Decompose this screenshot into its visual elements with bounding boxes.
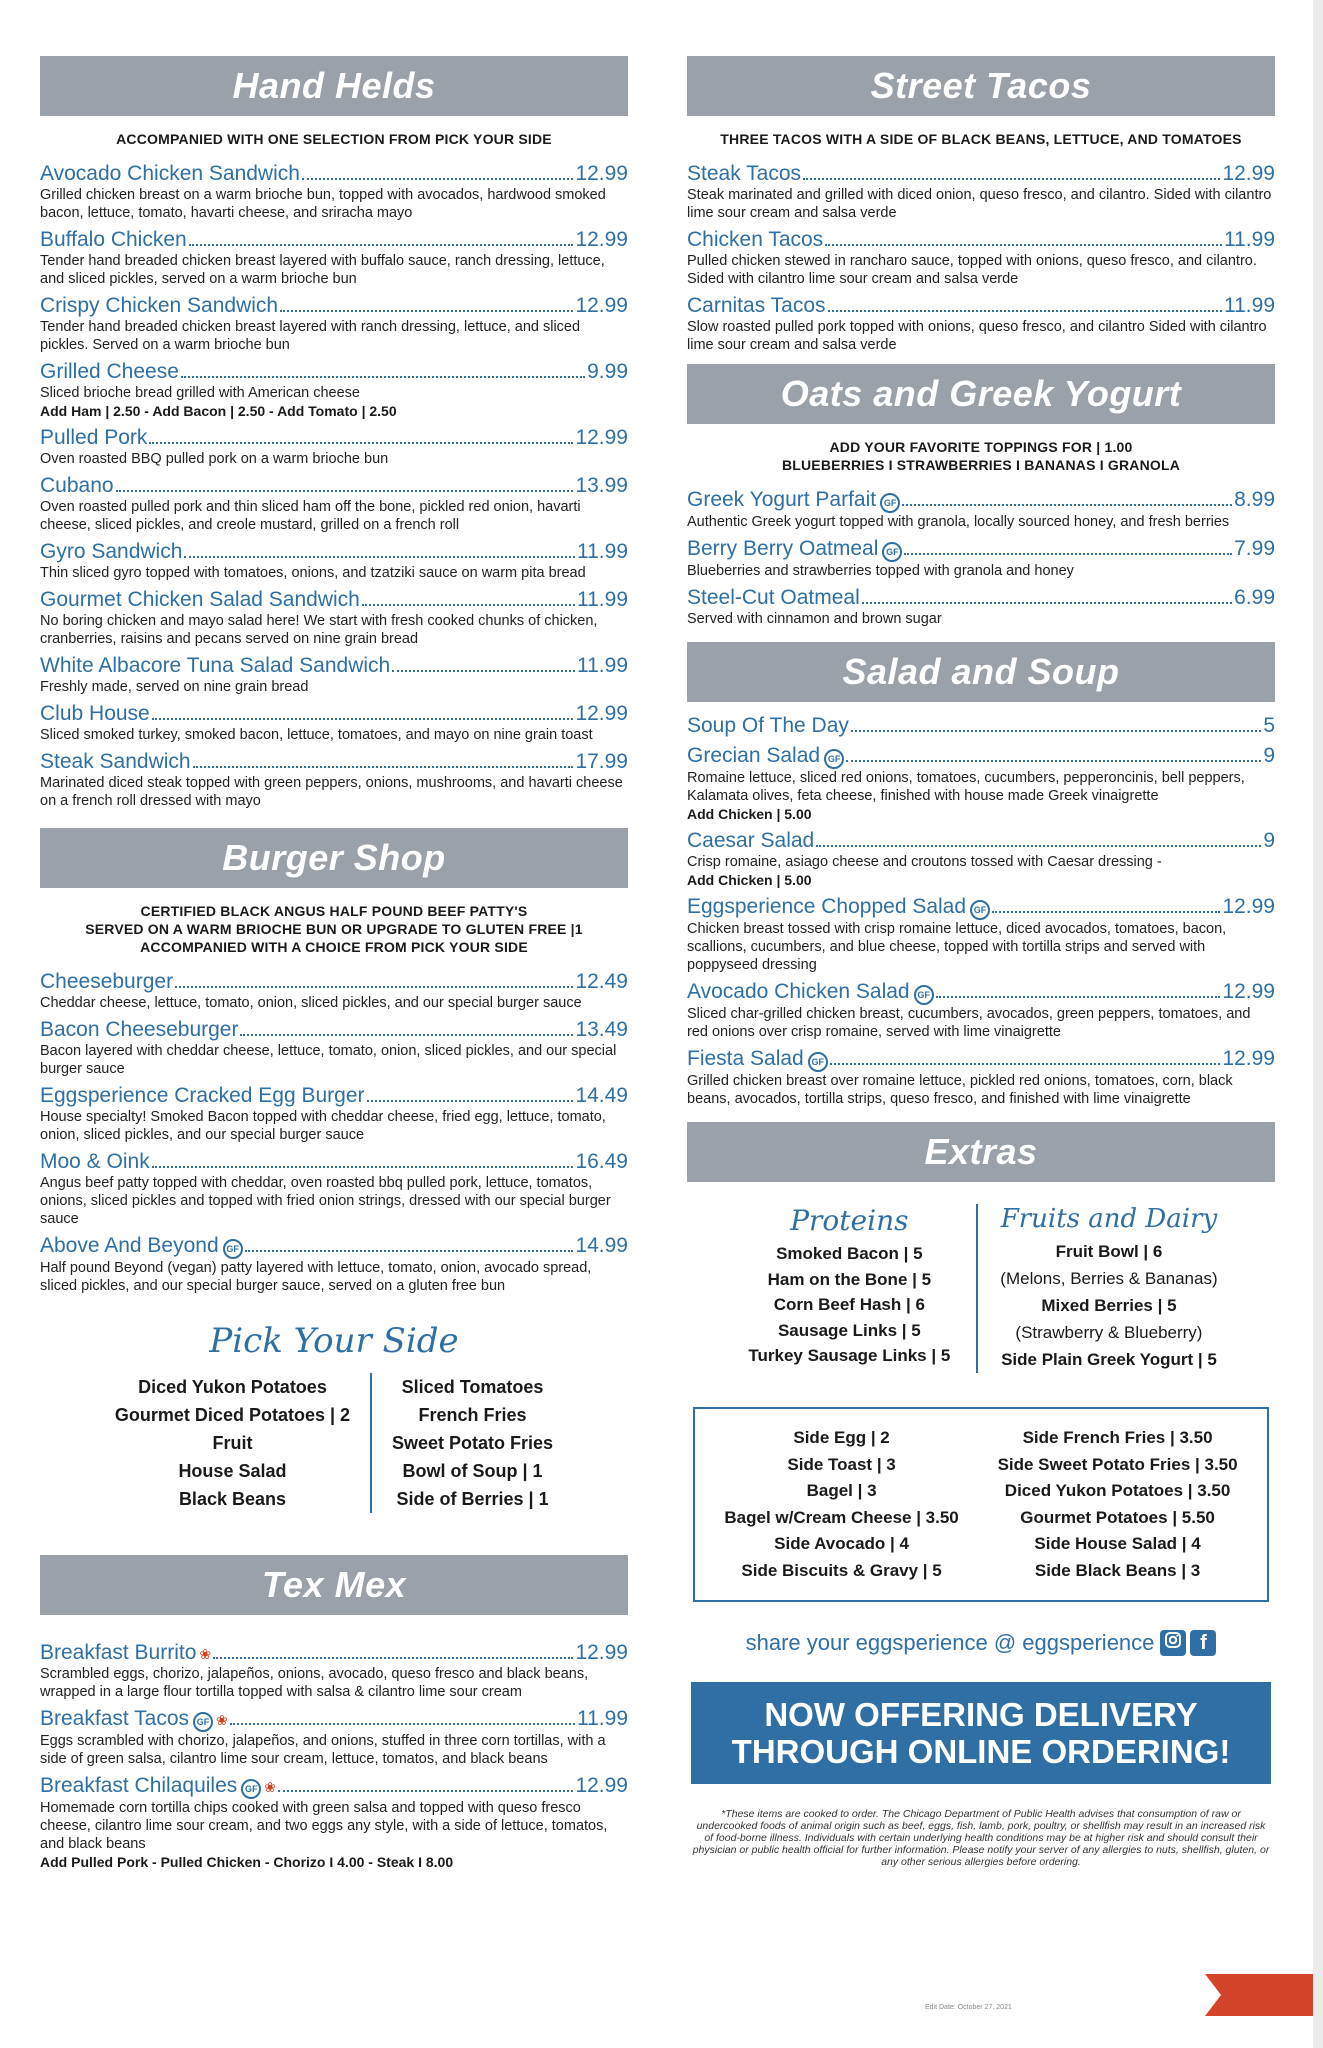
list-entry: (Strawberry & Blueberry) — [1015, 1323, 1203, 1342]
list-entry: Side Toast | 3 — [787, 1454, 896, 1474]
menu-item — [40, 1774, 628, 1871]
item-row — [40, 540, 628, 564]
item-description: Romaine lettuce, sliced red onions, tomatoes, cucumbers, pepperoncinis, bell peppers, Kalamata olives, feta cheese, finished with house made Greek vinaigrette — [687, 770, 1245, 804]
dot-leader — [116, 490, 574, 492]
item-name: Gourmet Chicken Salad Sandwich — [40, 588, 360, 611]
item-price: 11.99 — [1224, 228, 1275, 251]
item-price: 6.99 — [1234, 586, 1275, 609]
item-price: 14.99 — [575, 1234, 628, 1257]
item-price: 13.49 — [575, 1018, 628, 1041]
list-entry: Mixed Berries | 5 — [1041, 1296, 1177, 1315]
dot-leader — [184, 556, 575, 558]
dot-leader — [936, 996, 1221, 998]
dot-leader — [902, 504, 1232, 506]
gluten-free-icon: GF — [223, 1239, 243, 1259]
menu-item — [40, 1150, 628, 1228]
item-price: 11.99 — [577, 654, 628, 677]
list-entry: Diced Yukon Potatoes — [138, 1377, 327, 1397]
menu-item — [40, 970, 628, 1012]
disclaimer: *These items are cooked to order. The Chicago Department of Public Health advises that consumption of raw or undercooked foods of animal origin such as beef, eggs, fish, lamb, pork, poultry, or shellfish may result in an increased risk of food-borne illness. Individuals with certain underlying health conditions may be at higher risk and should consult their physician or public health official for further information. Please notify your server of any allergies to nuts, shellfish, gluten, or any other serious allergies before ordering. — [692, 1808, 1270, 1868]
item-description: Bacon layered with cheddar cheese, lettuce, tomato, onion, sliced pickles, and our special burger sauce — [40, 1043, 617, 1077]
item-name: Gyro Sandwich — [40, 540, 183, 563]
dot-leader — [825, 244, 1222, 246]
item-row — [40, 474, 628, 498]
item-price: 14.49 — [575, 1084, 628, 1107]
item-row — [687, 294, 1275, 318]
menu-item — [687, 162, 1275, 222]
menu-item — [687, 980, 1275, 1041]
dot-leader — [862, 602, 1232, 604]
menu-item — [40, 294, 628, 354]
dot-leader — [230, 1723, 575, 1725]
item-price: 12.99 — [1222, 895, 1275, 918]
item-description: Chicken breast tossed with crisp romaine lettuce, diced avocados, tomatoes, bacon, scallions, cucumbers, and blue cheese, topped with tortilla strips and served with poppyseed dressing — [687, 921, 1227, 973]
subtitle-line: ACCOMPANIED WITH A CHOICE FROM PICK YOUR SIDE — [140, 939, 528, 955]
proteins-list — [748, 1237, 950, 1369]
list-entry: Sliced Tomatoes — [401, 1377, 544, 1397]
item-name: Steak Tacos — [687, 162, 802, 185]
dot-leader — [904, 553, 1232, 555]
item-row — [40, 1150, 628, 1174]
item-name: White Albacore Tuna Salad Sandwich — [40, 654, 391, 677]
dot-leader — [362, 604, 575, 606]
instagram-glyph — [1164, 1631, 1182, 1649]
item-description: Eggs scrambled with chorizo, jalapeños, and onions, stuffed in three corn tortillas, with a side of green salsa, cilantro lime sour cream, lettuce, tomatos, and black beans — [40, 1733, 606, 1767]
item-row — [687, 162, 1275, 186]
item-row — [687, 829, 1275, 853]
gluten-free-icon: GF — [193, 1712, 213, 1732]
item-description: Pulled chicken stewed in rancharo sauce, topped with onions, queso fresco, and cilantro. Sided with cilantro lime sour cream and salsa verde — [687, 253, 1257, 287]
menu-item — [687, 829, 1275, 889]
sides-right — [372, 1373, 573, 1513]
dot-leader — [213, 1657, 573, 1659]
promo-line: THROUGH ONLINE ORDERING! — [731, 1733, 1231, 1770]
item-name: Buffalo Chicken — [40, 228, 187, 251]
list-entry: Bagel | 3 — [806, 1481, 877, 1500]
item-name: Pulled Pork — [40, 426, 148, 449]
item-price: 12.99 — [575, 294, 628, 317]
list-entry: Sausage Links | 5 — [777, 1320, 921, 1340]
item-price: 11.99 — [577, 588, 628, 611]
pick-your-side-columns — [40, 1373, 628, 1513]
proteins-column — [722, 1204, 976, 1373]
item-name: Chicken Tacos — [687, 228, 824, 251]
item-row — [687, 537, 1275, 562]
list-entry: House Salad — [178, 1461, 287, 1481]
list-entry: (Melons, Berries & Bananas) — [1000, 1269, 1218, 1288]
menu-item — [687, 744, 1275, 823]
item-price: 5 — [1263, 714, 1275, 737]
item-description: Sliced smoked turkey, smoked bacon, lettuce, tomatoes, and mayo on nine grain toast — [40, 727, 593, 743]
item-price: 7.99 — [1234, 537, 1275, 560]
subtitle-line: ADD YOUR FAVORITE TOPPINGS FOR | 1.00 — [829, 439, 1133, 455]
burger-shop-list — [40, 970, 628, 1295]
item-description: Blueberries and strawberries topped with granola and honey — [687, 563, 1074, 579]
menu-item — [687, 1047, 1275, 1108]
item-name: Breakfast Burrito — [40, 1641, 197, 1664]
item-row — [40, 360, 628, 384]
item-description: Oven roasted BBQ pulled pork on a warm brioche bun — [40, 451, 389, 467]
fruits-list — [1000, 1234, 1217, 1373]
item-name: Caesar Salad — [687, 829, 815, 852]
item-name: Carnitas Tacos — [687, 294, 826, 317]
item-row — [40, 1707, 628, 1732]
gluten-free-icon: GF — [808, 1052, 828, 1072]
share-text: share your eggsperience @ eggsperience — [745, 1630, 1155, 1655]
list-entry: Side Egg | 2 — [793, 1428, 890, 1447]
item-row — [40, 1018, 628, 1042]
promo-line: NOW OFFERING DELIVERY — [764, 1696, 1198, 1733]
item-row — [40, 162, 628, 186]
tex-mex-banner — [40, 1555, 628, 1615]
menu-item — [40, 1707, 628, 1768]
item-row — [687, 488, 1275, 513]
instagram-icon[interactable] — [1160, 1630, 1186, 1656]
street-tacos-banner — [687, 56, 1275, 116]
item-price: 12.99 — [1222, 162, 1275, 185]
item-description: Half pound Beyond (vegan) patty layered with lettuce, tomato, onion, avocado spread, sliced pickles, and our special burger sauce, served on a gluten free bun — [40, 1260, 592, 1294]
subtitle-line: CERTIFIED BLACK ANGUS HALF POUND BEEF PATTY'S — [140, 903, 528, 919]
item-row — [687, 586, 1275, 610]
dot-leader — [181, 376, 585, 378]
scrollbar[interactable] — [1313, 0, 1323, 2048]
item-price: 17.99 — [575, 750, 628, 773]
item-price: 9.99 — [587, 360, 628, 383]
menu-item — [687, 294, 1275, 354]
item-row — [687, 228, 1275, 252]
item-description: Homemade corn tortilla chips cooked with green salsa and topped with queso fresco cheese, cilantro lime sour cream, and two eggs any style, with a side of lettuce, tomatos, and black beans — [40, 1800, 608, 1852]
item-price: 11.99 — [577, 1707, 628, 1730]
menu-item — [40, 474, 628, 534]
menu-item — [687, 537, 1275, 580]
item-price: 13.99 — [575, 474, 628, 497]
item-description: No boring chicken and mayo salad here! We start with fresh cooked chunks of chicken, cranberries, raisins and pecans served on nine grain bread — [40, 613, 598, 647]
item-description: Steak marinated and grilled with diced onion, queso fresco, and cilantro. Sided with cilantro lime sour cream and salsa verde — [687, 187, 1272, 221]
list-entry: Smoked Bacon | 5 — [776, 1244, 923, 1263]
item-addon: Add Ham | 2.50 - Add Bacon | 2.50 - Add Tomato | 2.50 — [40, 403, 397, 419]
list-entry: Side Sweet Potato Fries | 3.50 — [997, 1454, 1238, 1474]
item-row — [40, 588, 628, 612]
list-entry: Side Black Beans | 3 — [1034, 1560, 1201, 1580]
item-row — [687, 744, 1275, 769]
dot-leader — [240, 1034, 573, 1036]
box-right-list — [998, 1425, 1238, 1584]
dot-leader — [189, 244, 574, 246]
list-entry: Side Avocado | 4 — [774, 1534, 909, 1553]
section-title: Oats and Greek Yogurt — [780, 373, 1182, 414]
item-price: 12.99 — [575, 426, 628, 449]
subtitle-line: SERVED ON A WARM BRIOCHE BUN OR UPGRADE TO GLUTEN FREE |1 — [85, 921, 583, 937]
item-description: Cheddar cheese, lettuce, tomato, onion, sliced pickles, and our special burger sauce — [40, 995, 582, 1011]
item-name: Steak Sandwich — [40, 750, 191, 773]
dot-leader — [278, 1790, 573, 1792]
item-price: 12.99 — [575, 162, 628, 185]
menu-item — [40, 1018, 628, 1078]
item-description: Sliced char-grilled chicken breast, cucumbers, avocados, green peppers, tomatoes, and red onions over crisp romaine, served with lime vinaigrette — [687, 1006, 1251, 1040]
dot-leader — [367, 1100, 574, 1102]
section-title: Hand Helds — [232, 65, 436, 106]
gluten-free-icon: GF — [880, 493, 900, 513]
box-left-list — [724, 1425, 958, 1584]
salad-soup-banner — [687, 642, 1275, 702]
dot-leader — [992, 911, 1220, 913]
item-name: Eggsperience Chopped Salad — [687, 895, 967, 918]
list-entry: Side Biscuits & Gravy | 5 — [741, 1560, 942, 1580]
item-name: Greek Yogurt Parfait — [687, 488, 877, 511]
item-name: Grilled Cheese — [40, 360, 179, 383]
item-name: Cubano — [40, 474, 114, 497]
menu-item — [40, 540, 628, 582]
item-price: 12.99 — [1222, 1047, 1275, 1070]
menu-item — [40, 654, 628, 696]
edit-date: Edit Date: October 27, 2021 — [925, 2004, 1012, 2011]
item-name: Grecian Salad — [687, 744, 821, 767]
menu-item — [40, 702, 628, 744]
item-name: Breakfast Tacos — [40, 1707, 190, 1730]
menu-item — [687, 586, 1275, 628]
menu-item — [687, 488, 1275, 531]
item-price: 9 — [1263, 829, 1275, 852]
item-name: Berry Berry Oatmeal — [687, 537, 879, 560]
gluten-free-icon: GF — [970, 900, 990, 920]
item-row — [40, 426, 628, 450]
item-row — [687, 714, 1275, 738]
gluten-free-icon: GF — [914, 985, 934, 1005]
dot-leader — [846, 760, 1261, 762]
item-price: 11.99 — [577, 540, 628, 563]
hand-helds-banner — [40, 56, 628, 116]
menu-item — [40, 750, 628, 810]
item-name: Moo & Oink — [40, 1150, 150, 1173]
menu-item — [687, 895, 1275, 974]
menu-item — [40, 1641, 628, 1701]
list-entry: Side House Salad | 4 — [1034, 1534, 1201, 1553]
list-entry: Bowl of Soup | 1 — [402, 1461, 543, 1481]
list-entry: Diced Yukon Potatoes | 3.50 — [1004, 1481, 1231, 1500]
item-price: 8.99 — [1234, 488, 1275, 511]
item-description: Tender hand breaded chicken breast layered with buffalo sauce, ranch dressing, lettuce, and sliced pickles, served on a warm brioche bun — [40, 253, 605, 287]
item-description: Grilled chicken breast on a warm brioche bun, topped with avocados, hardwood smoked bacon, lettuce, tomato, havarti cheese, and sriracha mayo — [40, 187, 606, 221]
list-entry: Side Plain Greek Yogurt | 5 — [1001, 1350, 1217, 1369]
item-addon: Add Pulled Pork - Pulled Chicken - Chorizo I 4.00 - Steak I 8.00 — [40, 1854, 454, 1870]
item-description: Freshly made, served on nine grain bread — [40, 679, 309, 695]
dot-leader — [851, 730, 1261, 732]
item-name: Fiesta Salad — [687, 1047, 804, 1070]
list-entry: Ham on the Bone | 5 — [767, 1269, 932, 1289]
section-subtitle — [687, 438, 1275, 474]
list-entry: Gourmet Diced Potatoes | 2 — [114, 1405, 351, 1425]
item-description: Authentic Greek yogurt topped with granola, locally sourced honey, and fresh berries — [687, 514, 1230, 530]
item-price: 16.49 — [575, 1150, 628, 1173]
dot-leader — [175, 986, 573, 988]
gluten-free-icon: GF — [824, 749, 844, 769]
item-description: Marinated diced steak topped with green peppers, onions, mushrooms, and havarti cheese on a french roll dressed with mayo — [40, 775, 623, 809]
section-title: Street Tacos — [870, 65, 1092, 106]
item-price: 12.99 — [1222, 980, 1275, 1003]
item-name: Bacon Cheeseburger — [40, 1018, 239, 1041]
list-entry: Corn Beef Hash | 6 — [773, 1295, 925, 1314]
pick-your-side-title: Pick Your Side — [209, 1321, 459, 1361]
item-row — [40, 750, 628, 774]
item-price: 12.99 — [575, 702, 628, 725]
item-description: House specialty! Smoked Bacon topped with cheddar cheese, fried egg, lettuce, tomato, onion, sliced pickles, and our special burger sauce — [40, 1109, 606, 1143]
dot-leader — [302, 178, 574, 180]
dot-leader — [280, 310, 573, 312]
item-description: Scrambled eggs, chorizo, jalapeños, onions, avocado, queso fresco and black beans, wrapped in a large flour tortilla topped with salsa & cilantro lime sour cream — [40, 1666, 589, 1700]
extras-banner — [687, 1122, 1275, 1182]
salad-soup-list — [687, 714, 1275, 1108]
list-entry: Black Beans — [178, 1489, 286, 1509]
item-row — [687, 980, 1275, 1005]
item-price: 12.99 — [575, 228, 628, 251]
oats-banner — [687, 364, 1275, 424]
menu-item — [40, 228, 628, 288]
gluten-free-icon: GF — [882, 542, 902, 562]
item-name: Steel-Cut Oatmeal — [687, 586, 860, 609]
item-addon: Add Chicken | 5.00 — [687, 806, 812, 822]
corner-tab — [1205, 1974, 1323, 2016]
dot-leader — [245, 1250, 574, 1252]
item-description: Served with cinnamon and brown sugar — [687, 611, 942, 627]
list-entry: Fruit Bowl | 6 — [1055, 1242, 1163, 1261]
gluten-free-icon: GF — [241, 1779, 261, 1799]
spicy-pepper-icon: ❀ — [216, 1712, 228, 1728]
list-entry: French Fries — [418, 1405, 527, 1425]
subtitle-line: BLUEBERRIES I STRAWBERRIES I BANANAS I GRANOLA — [781, 457, 1181, 473]
list-entry: Sweet Potato Fries — [392, 1433, 554, 1453]
item-name: Above And Beyond — [40, 1234, 219, 1257]
menu-item — [40, 588, 628, 648]
item-price: 12.49 — [575, 970, 628, 993]
hand-helds-list — [40, 162, 628, 810]
item-row — [40, 970, 628, 994]
item-name: Breakfast Chilaquiles — [40, 1774, 238, 1797]
item-price: 11.99 — [1224, 294, 1275, 317]
dot-leader — [392, 670, 575, 672]
item-addon: Add Chicken | 5.00 — [687, 872, 812, 888]
dot-leader — [152, 1166, 574, 1168]
item-name: Cheeseburger — [40, 970, 174, 993]
item-description: Crisp romaine, asiago cheese and croutons tossed with Caesar dressing - — [687, 854, 1162, 870]
tex-mex-list — [40, 1641, 628, 1871]
list-entry: Fruit — [212, 1433, 253, 1453]
item-price: 9 — [1263, 744, 1275, 767]
list-entry: Gourmet Potatoes | 5.50 — [1020, 1507, 1215, 1527]
fruits-column — [978, 1204, 1239, 1373]
section-title: Tex Mex — [261, 1564, 407, 1605]
menu-item — [40, 426, 628, 468]
dot-leader — [803, 178, 1220, 180]
section-subtitle: THREE TACOS WITH A SIDE OF BLACK BEANS, LETTUCE, AND TOMATOES — [720, 131, 1242, 147]
list-entry: Bagel w/Cream Cheese | 3.50 — [724, 1507, 959, 1527]
facebook-icon[interactable]: f — [1190, 1630, 1216, 1656]
list-entry: Side of Berries | 1 — [396, 1489, 549, 1509]
item-row — [687, 895, 1275, 920]
menu-item — [687, 228, 1275, 288]
dot-leader — [830, 1063, 1221, 1065]
spicy-pepper-icon: ❀ — [199, 1646, 212, 1662]
menu-item — [40, 162, 628, 222]
oats-list — [687, 488, 1275, 628]
item-row — [687, 1047, 1275, 1072]
section-title: Extras — [924, 1131, 1038, 1172]
item-description: Tender hand breaded chicken breast layered with ranch dressing, lettuce, and sliced pickles. Served on a warm brioche bun — [40, 319, 581, 353]
dot-leader — [152, 718, 574, 720]
left-column — [40, 56, 628, 1877]
item-description: Thin sliced gyro topped with tomatoes, onions, and tzatziki sauce on warm pita bread — [40, 565, 586, 581]
item-row — [40, 1774, 628, 1799]
section-title: Burger Shop — [222, 837, 446, 878]
item-row — [40, 1641, 628, 1665]
list-entry: Turkey Sausage Links | 5 — [748, 1346, 951, 1365]
menu-item — [687, 714, 1275, 738]
list-entry: Side French Fries | 3.50 — [1022, 1428, 1213, 1447]
dot-leader — [149, 442, 573, 444]
section-subtitle: ACCOMPANIED WITH ONE SELECTION FROM PICK YOUR SIDE — [116, 131, 552, 147]
sides-box — [693, 1407, 1269, 1602]
item-name: Eggsperience Cracked Egg Burger — [40, 1084, 365, 1107]
delivery-promo[interactable] — [691, 1682, 1271, 1784]
right-column — [687, 56, 1275, 1868]
spicy-pepper-icon: ❀ — [264, 1779, 276, 1795]
dot-leader — [193, 766, 574, 768]
item-description: Grilled chicken breast over romaine lettuce, pickled red onions, tomatoes, corn, black beans, avocados, tortilla strips, queso fresco, and finished with lime vinaigrette — [687, 1073, 1233, 1107]
item-price: 12.99 — [575, 1641, 628, 1664]
item-row — [40, 228, 628, 252]
menu-item — [40, 1234, 628, 1295]
item-price: 12.99 — [575, 1774, 628, 1797]
item-description: Angus beef patty topped with cheddar, oven roasted bbq pulled pork, lettuce, tomatos, onions, sliced pickles and topped with fried onion strings, dressed with our special burger sauce — [40, 1175, 611, 1227]
share-line — [687, 1630, 1275, 1656]
burger-shop-banner — [40, 828, 628, 888]
item-name: Club House — [40, 702, 150, 725]
fruits-dairy-title: Fruits and Dairy — [1000, 1204, 1218, 1234]
section-title: Salad and Soup — [842, 651, 1120, 692]
sides-left — [95, 1373, 370, 1513]
item-name: Soup Of The Day — [687, 714, 849, 737]
item-description: Oven roasted pulled pork and thin sliced ham off the bone, pickled red onion, havarti cheese, sliced pickles, and creole mustard, grilled on a french roll — [40, 499, 581, 533]
proteins-title: Proteins — [790, 1204, 909, 1237]
menu-item — [40, 1084, 628, 1144]
section-subtitle — [40, 902, 628, 956]
extras-columns — [687, 1204, 1275, 1373]
menu-item — [40, 360, 628, 420]
street-tacos-list — [687, 162, 1275, 354]
item-description: Slow roasted pulled pork topped with onions, queso fresco, and cilantro Sided with cilantro lime sour cream and salsa verde — [687, 319, 1267, 353]
item-name: Avocado Chicken Salad — [687, 980, 910, 1003]
item-row — [40, 1084, 628, 1108]
item-row — [40, 702, 628, 726]
dot-leader — [816, 845, 1261, 847]
item-name: Crispy Chicken Sandwich — [40, 294, 279, 317]
item-row — [40, 654, 628, 678]
item-description: Sliced brioche bread grilled with American cheese — [40, 385, 360, 401]
dot-leader — [828, 310, 1222, 312]
item-row — [40, 1234, 628, 1259]
item-row — [40, 294, 628, 318]
item-name: Avocado Chicken Sandwich — [40, 162, 300, 185]
